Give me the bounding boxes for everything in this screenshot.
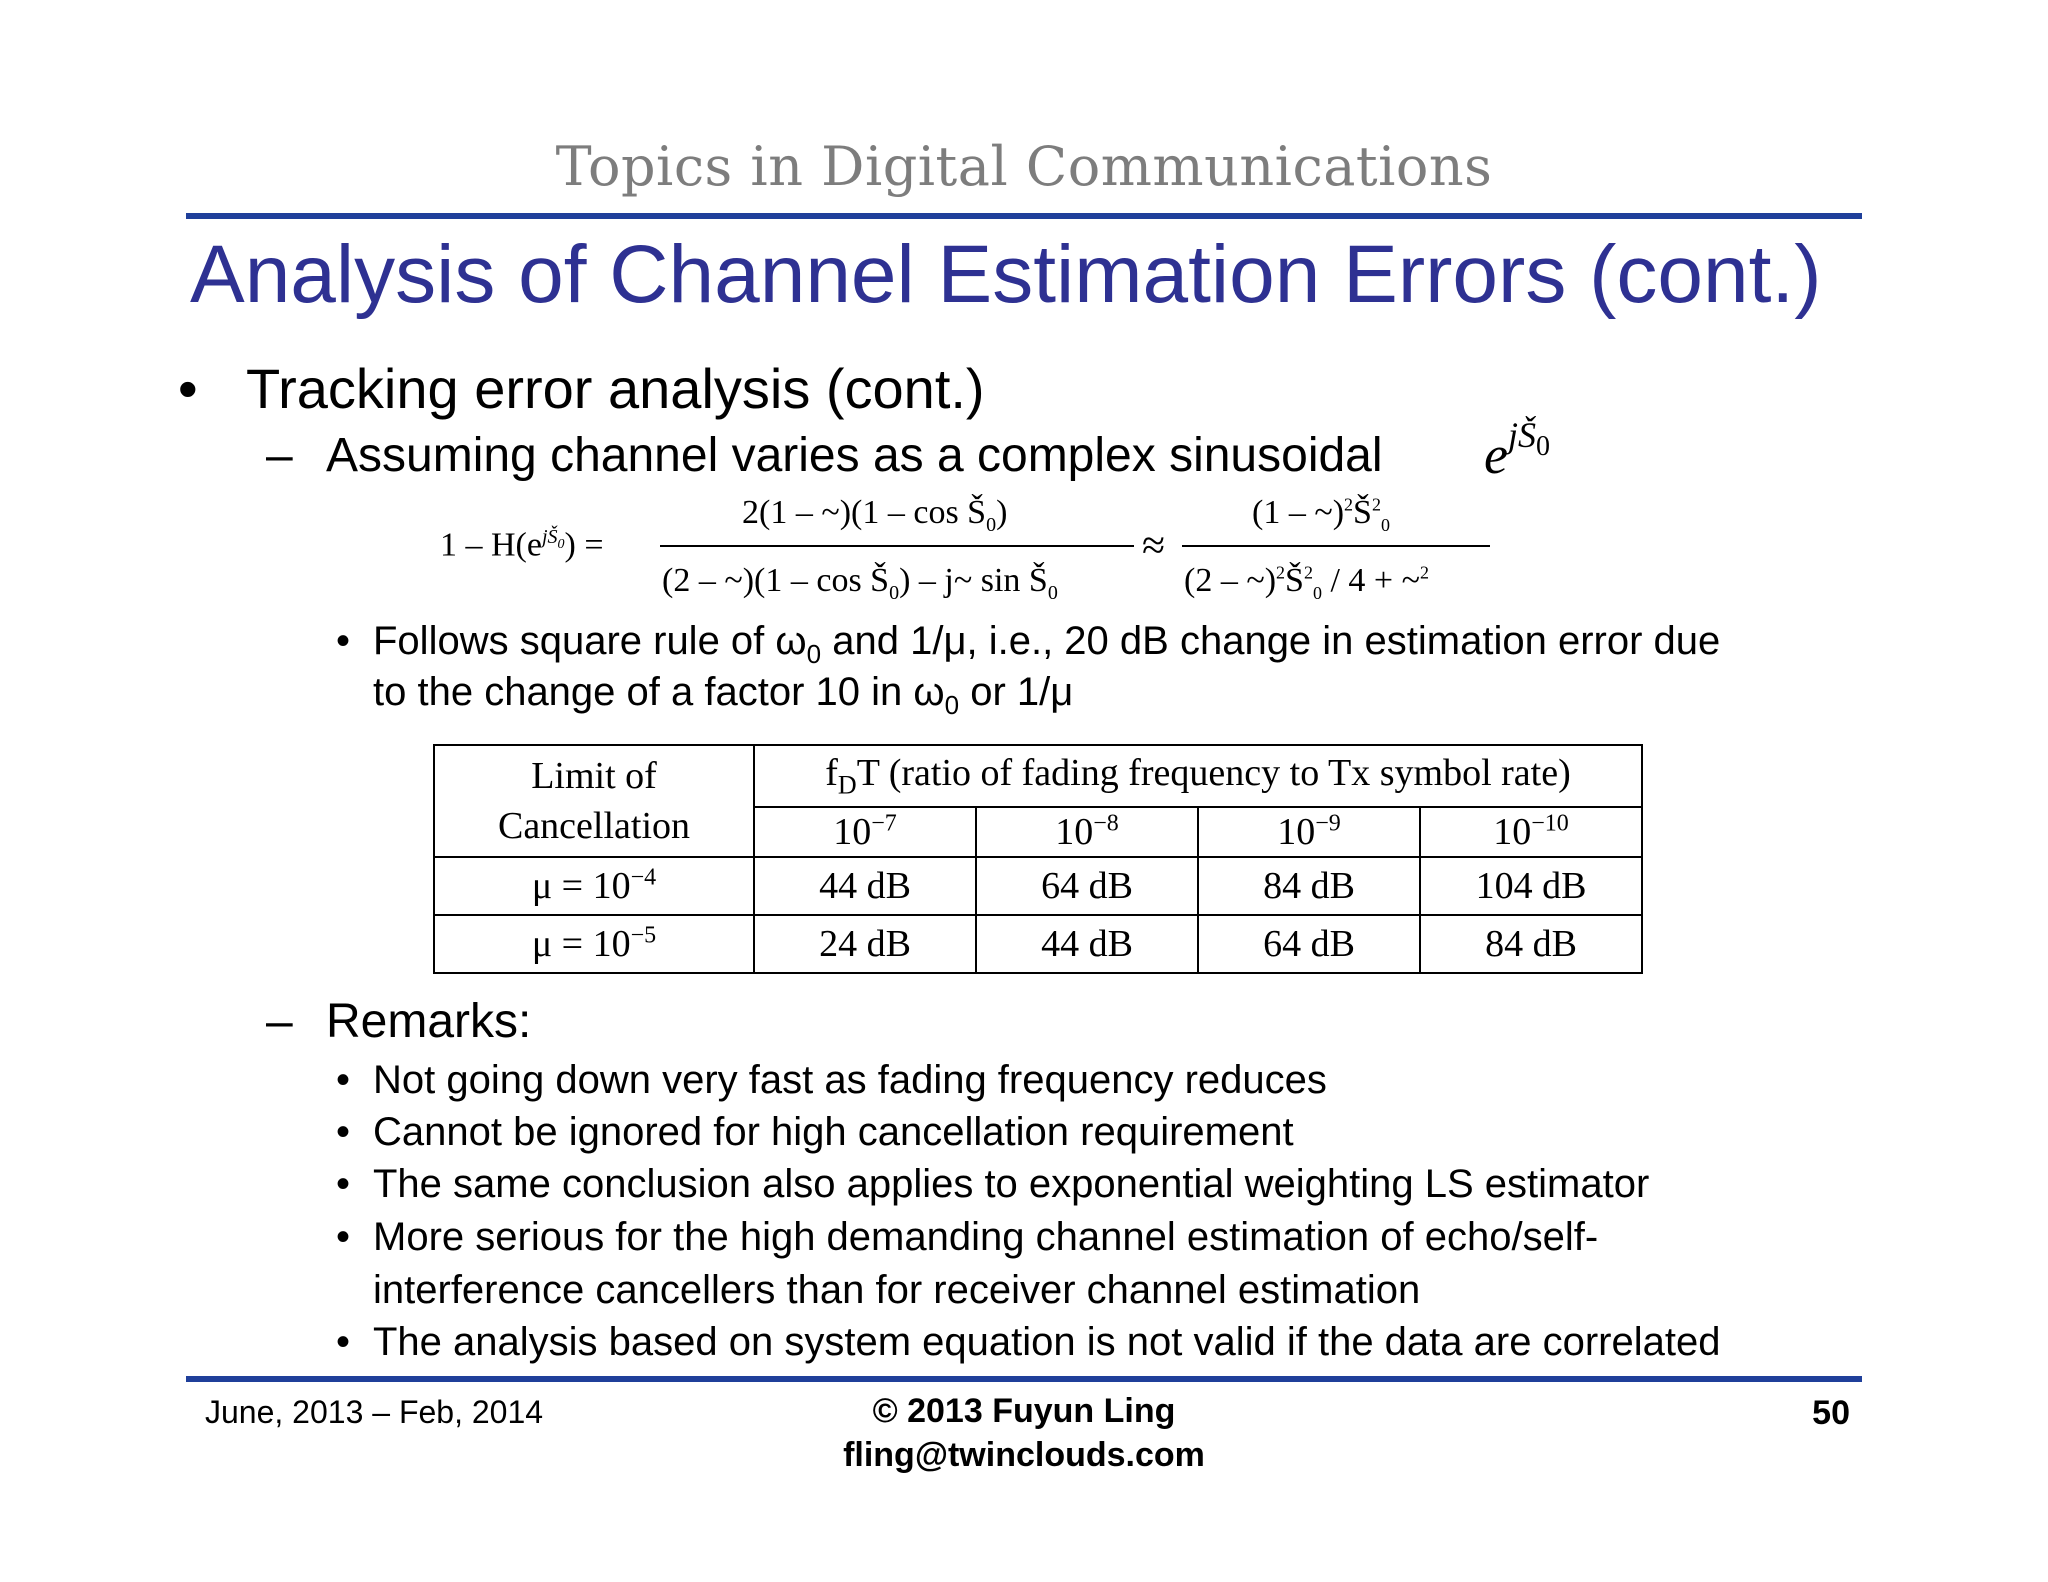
table-cell: 64 dB bbox=[1198, 915, 1420, 973]
equation: $1 - H(e^{jŠ_0})$ = 2(1 – ~)(1 – $\cos Š_0$) (2 – ~)(1 – $\cos Š_0$) – j~ $\sin Š_0$ ≈ $(1 - \sim)^2Š^2_0$ $(2 - \sim)^2Š^2_0 / 4$ + ~$^2$ bbox=[0, 0, 2048, 620]
footer-email: fling@twinclouds.com bbox=[843, 1436, 1205, 1474]
course-title: Topics in Digital Communications bbox=[555, 135, 1493, 198]
fraction-bar-2 bbox=[1182, 545, 1490, 547]
table-col-header: $10^{-10}$ bbox=[1420, 807, 1642, 857]
table-cell: 84 dB bbox=[1420, 915, 1642, 973]
footer-rule bbox=[186, 1376, 1862, 1382]
footer-date: June, 2013 – Feb, 2014 bbox=[205, 1394, 544, 1430]
bullet-dot: • bbox=[336, 1320, 351, 1364]
footer-copyright: © 2013 Fuyun Ling bbox=[872, 1392, 1176, 1430]
page-number: 50 bbox=[1812, 1394, 1850, 1432]
bullet-follows: • bbox=[336, 619, 351, 663]
table-cell: 64 dB bbox=[976, 857, 1198, 915]
table-cell: 104 dB bbox=[1420, 857, 1642, 915]
table-col-header: $10^{-9}$ bbox=[1198, 807, 1420, 857]
table-cell: 44 dB bbox=[754, 857, 976, 915]
table-row-label: $\mu = 10^{-5}$ bbox=[434, 915, 754, 973]
remark-item: Cannot be ignored for high cancellation requirement bbox=[373, 1110, 1294, 1154]
exp-term: $e^{jŠ_0}$ bbox=[1484, 415, 1550, 485]
remark-item: The same conclusion also applies to exponential weighting LS estimator bbox=[373, 1162, 1650, 1206]
table-corner: Limit of Cancellation bbox=[434, 745, 754, 857]
table-row-label: $\mu = 10^{-4}$ bbox=[434, 857, 754, 915]
table-row bbox=[434, 915, 1642, 973]
cancellation-table bbox=[433, 744, 1643, 974]
bullet-assuming: – bbox=[266, 429, 293, 482]
remark-item: More serious for the high demanding channel estimation of echo/self- bbox=[373, 1215, 1599, 1259]
bullet-dot: • bbox=[336, 1162, 351, 1206]
table-col-header: $10^{-8}$ bbox=[976, 807, 1198, 857]
bullet-remarks: – bbox=[266, 995, 293, 1048]
follows-line2: to the change of a factor 10 in $\omega_0$ or 1/μ bbox=[373, 670, 1074, 720]
bullet-dot: • bbox=[178, 357, 198, 420]
remark-item: The analysis based on system equation is not valid if the data are correlated bbox=[373, 1320, 1721, 1364]
table-row bbox=[434, 857, 1642, 915]
table-cell: 84 dB bbox=[1198, 857, 1420, 915]
remark-item: interference cancellers than for receiver channel estimation bbox=[373, 1268, 1421, 1312]
follows-line1: Follows square rule of $\omega_0$ and 1/μ, i.e., 20 dB change in estimation error due bbox=[373, 619, 1721, 669]
table-cell: 44 dB bbox=[976, 915, 1198, 973]
table-cell: 24 dB bbox=[754, 915, 976, 973]
bullet-dot: • bbox=[336, 1215, 351, 1259]
table-header-fdt: $f_DT$ (ratio of fading frequency to Tx symbol rate) bbox=[754, 745, 1642, 807]
remarks-label: Remarks: bbox=[326, 995, 532, 1048]
fraction-bar-1 bbox=[660, 545, 1134, 547]
assuming-text: Assuming channel varies as a complex sinusoidal bbox=[326, 429, 1383, 482]
slide-title: Analysis of Channel Estimation Errors (cont.) bbox=[190, 229, 1822, 320]
remark-item: Not going down very fast as fading frequency reduces bbox=[373, 1058, 1327, 1102]
bullet-dot: • bbox=[336, 1058, 351, 1102]
bullet-dot: • bbox=[336, 1110, 351, 1154]
table-col-header: $10^{-7}$ bbox=[754, 807, 976, 857]
